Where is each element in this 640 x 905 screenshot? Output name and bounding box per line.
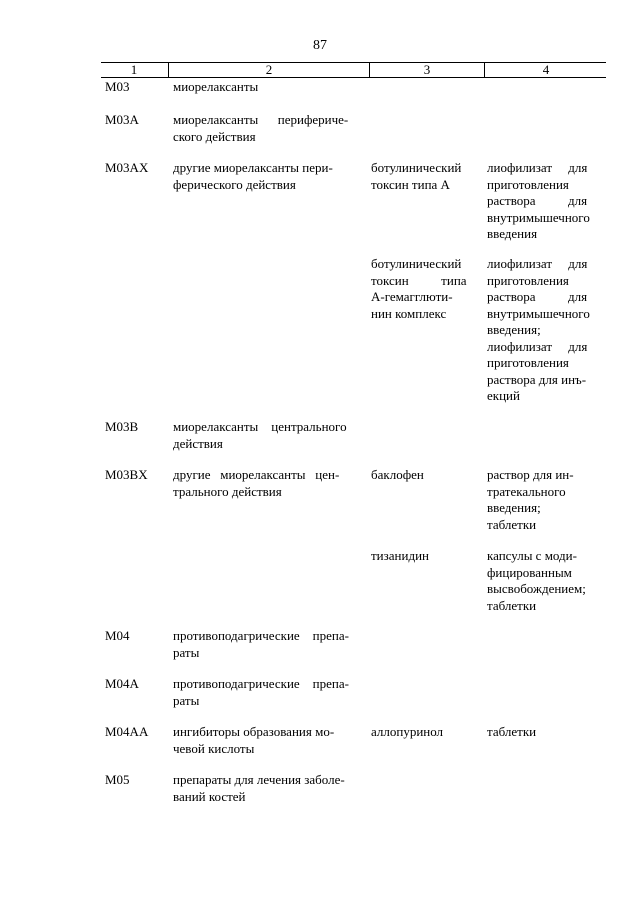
row-description (173, 419, 361, 452)
row-code: M03 (105, 79, 130, 94)
row-dosage-form (487, 256, 598, 405)
row-dosage-form (487, 548, 598, 614)
form-line: высвобождением; (487, 581, 586, 596)
row-description (173, 676, 361, 709)
desc-line: противоподагрические препа- (173, 676, 349, 691)
row-drug (371, 467, 472, 484)
desc-line: действия (173, 435, 223, 451)
drug-line: ботулинический (371, 160, 462, 175)
desc-line: ферического действия (173, 176, 296, 192)
row-drug (371, 724, 472, 741)
desc-line: раты (173, 644, 200, 660)
form-line: приготовления (487, 355, 569, 370)
row-dosage-form (487, 160, 598, 243)
form-line: внутримышечного (487, 209, 590, 225)
desc-line: трального действия (173, 483, 282, 499)
form-line: раствор для ин- (487, 467, 574, 482)
form-line: раствора для (487, 193, 588, 208)
header-col-1: 1 (130, 62, 138, 77)
header-col-2: 2 (168, 63, 369, 77)
row-drug (371, 256, 472, 322)
row-description (173, 79, 361, 96)
drug-line: аллопуринол (371, 724, 444, 739)
drug-line: баклофен (371, 467, 424, 482)
row-code: M04AA (105, 724, 149, 739)
row-description (173, 467, 361, 500)
row-code: M04A (105, 676, 139, 691)
drug-line: А-гемагглюти- (371, 289, 453, 304)
form-line: введения; (487, 500, 541, 515)
form-line: таблетки (487, 597, 537, 613)
row-drug (371, 160, 472, 193)
drug-line: ботулинический (371, 256, 462, 271)
drug-line: нин комплекс (371, 305, 447, 321)
row-description (173, 112, 361, 145)
desc-line: ского действия (173, 128, 256, 144)
desc-line: препараты для лечения заболе- (173, 772, 345, 787)
form-line: приготовления (487, 272, 569, 288)
header-col-4: 4 (484, 63, 607, 77)
desc-line: ваний костей (173, 788, 246, 804)
form-line: раствора для (487, 289, 588, 304)
form-line: введения; (487, 322, 541, 337)
form-line: приготовления (487, 176, 569, 192)
form-line: лиофилизат для (487, 256, 588, 271)
drug-line: тизанидин (371, 548, 429, 563)
desc-line: противоподагрические препа- (173, 628, 349, 643)
row-code: M03AX (105, 160, 149, 175)
desc-line: чевой кислоты (173, 740, 255, 756)
form-line: капсулы с моди- (487, 548, 577, 563)
desc-line: другие миорелаксанты пери- (173, 160, 333, 175)
row-description (173, 772, 361, 805)
row-code: M03A (105, 112, 139, 127)
row-description (173, 160, 361, 193)
row-code: M03BX (105, 467, 148, 482)
row-description (173, 628, 361, 661)
row-code: M03B (105, 419, 139, 434)
desc-line: миорелаксанты перифериче- (173, 112, 349, 127)
page-number: 87 (313, 38, 327, 53)
desc-line: раты (173, 692, 200, 708)
form-line: екций (487, 388, 520, 403)
form-line: тратекального (487, 483, 566, 499)
row-description (173, 724, 361, 757)
header-col-3: 3 (369, 63, 484, 77)
desc-line: миорелаксанты (173, 79, 259, 94)
table-header-row (101, 62, 606, 78)
row-dosage-form (487, 724, 598, 741)
form-line: раствора для инъ- (487, 371, 587, 387)
desc-line: ингибиторы образования мо- (173, 724, 335, 739)
form-line: таблетки (487, 516, 537, 532)
form-line: фицированным (487, 564, 572, 580)
row-code: M05 (105, 772, 130, 787)
row-code: M04 (105, 628, 130, 643)
form-line: введения (487, 226, 538, 241)
form-line: лиофилизат для (487, 160, 588, 175)
form-line: лиофилизат для (487, 338, 588, 354)
row-dosage-form (487, 467, 598, 533)
drug-line: токсин типа (371, 272, 467, 288)
form-line: внутримышечного (487, 305, 590, 321)
desc-line: другие миорелаксанты цен- (173, 467, 340, 482)
form-line: таблетки (487, 724, 537, 739)
desc-line: миорелаксанты центрального (173, 419, 347, 434)
row-drug (371, 548, 472, 565)
drug-line: токсин типа А (371, 176, 450, 192)
